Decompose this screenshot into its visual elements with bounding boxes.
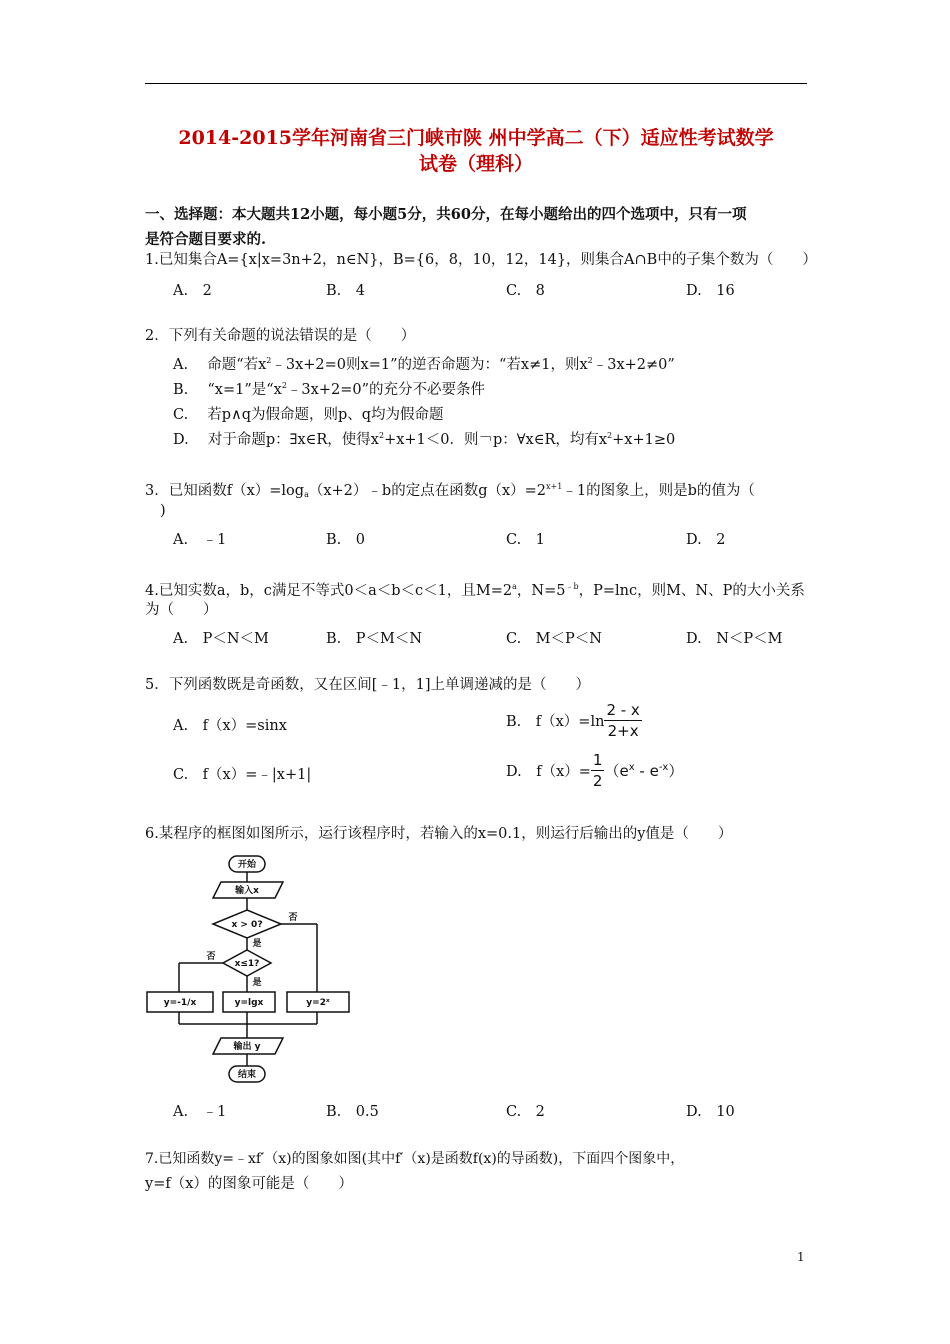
- question-3-stem: 3．已知函数$f(x)=\log_a(x+2)﹣b$的定点在函数$g(x)=2^{x+1}﹣1$的图象上，则是b的值为（: [145, 482, 755, 499]
- document-title: [140, 125, 812, 177]
- question-4-stem: 4.已知实数a，b，c满足不等式0＜a＜b＜c＜1，且$M=2^a$，$N=5^{﹣b}$，P=lnc，则M、N、P的大小关系: [145, 582, 805, 599]
- q6-option-a: A. ﹣1: [173, 1104, 227, 1120]
- q5-b-fraction: $\frac{2 - x}{2+x}$: [606, 701, 640, 740]
- flow-no1-label: 否: [288, 913, 298, 923]
- flow-end-label: 结束: [237, 1070, 257, 1080]
- q1-option-d: D. 16: [686, 283, 735, 299]
- q5-d-fraction: $\frac{1}{2}$: [592, 751, 603, 790]
- flow-cond2-label: x≤1?: [234, 959, 260, 969]
- q4-option-d: D. N＜P＜M: [686, 631, 783, 647]
- q3-option-b: B. 0: [326, 532, 365, 548]
- q2-option-c: C. 若p∧q为假命题，则p、q均为假命题: [173, 407, 444, 423]
- q3-option-a: A. ﹣1: [173, 532, 227, 548]
- question-7-stem: 7.已知函数y=﹣xf′（x)的图象如图(其中f′（x)是函数f(x)的导函数)，下面四个图象中，: [145, 1151, 685, 1167]
- question-3-stem-end: ): [160, 503, 166, 519]
- flow-output-label: 输出 y: [233, 1042, 261, 1052]
- flow-box-mid-label: y=lgx: [234, 998, 264, 1008]
- flow-box-left-label: y=-1/x: [163, 998, 197, 1008]
- q1-option-b: B. 4: [326, 283, 365, 299]
- q3-option-c: C. 1: [506, 532, 545, 548]
- q5-option-a: A. f（x）=sinx: [173, 718, 287, 734]
- question-1-stem: 1.已知集合A={x|x=3n+2，n∈N}，B={6，8，10，12，14}，则集合A∩B中的子集个数为（ ）: [145, 252, 817, 268]
- q2-option-d: D. 对于命题p：∃x∈R，使得$x^2+x+1<0$．则￢p：∀x∈R，均有$x^2+x+1\ge 0$: [173, 431, 676, 448]
- q3-option-d: D. 2: [686, 532, 726, 548]
- flow-yes2-label: 是: [252, 978, 262, 988]
- q2-option-a: A. 命题“若$x^2﹣3x+2=0$则x=1”的逆否命题为：“若x≠1，则$x^2﹣3x+2\ne 0$”: [173, 356, 675, 373]
- q6-option-b: B. 0.5: [326, 1104, 379, 1120]
- flow-yes1-label: 是: [252, 939, 262, 949]
- section-line-2: 是符合题目要求的.: [145, 231, 267, 248]
- q5-option-d: D. f（x）= $\frac{1}{2}$ $(e^x - e^{-x})$: [506, 751, 684, 790]
- page-number: 1: [797, 1250, 805, 1264]
- question-5-stem: 5．下列函数既是奇函数，又在区间[﹣1，1]上单调递减的是（ ）: [145, 677, 590, 693]
- q6-option-c: C. 2: [506, 1104, 545, 1120]
- q4-option-c: C. M＜P＜N: [506, 631, 602, 647]
- q1-option-a: A. 2: [173, 283, 212, 299]
- q5-option-c: C. f（x）=﹣|x+1|: [173, 767, 312, 783]
- program-flowchart: [143, 852, 363, 1092]
- section-heading: [145, 202, 815, 252]
- flow-input-label: 输入x: [235, 886, 259, 896]
- q5-option-b: B. f（x）=ln $\frac{2 - x}{2+x}$: [506, 701, 640, 740]
- question-6-stem: 6.某程序的框图如图所示，运行该程序时，若输入的x=0.1，则运行后输出的y值是（ ）: [145, 826, 733, 842]
- q1-option-c: C. 8: [506, 283, 545, 299]
- question-4-stem-end: 为（ ）: [145, 602, 218, 618]
- question-2-stem: 2．下列有关命题的说法错误的是（ ）: [145, 328, 416, 344]
- flow-no2-label: 否: [206, 952, 216, 962]
- header-rule: [145, 83, 807, 84]
- section-line-1: 一、选择题：本大题共12小题，每小题5分，共60分，在每小题给出的四个选项中，只有一项: [145, 206, 747, 223]
- q6-option-d: D. 10: [686, 1104, 735, 1120]
- flow-cond1-label: x > 0?: [231, 920, 263, 930]
- flow-start-label: 开始: [237, 860, 257, 870]
- q4-option-b: B. P＜M＜N: [326, 631, 423, 647]
- q4-option-a: A. P＜N＜M: [173, 631, 269, 647]
- title-line-2: 试卷（理科）: [418, 153, 533, 175]
- flow-box-right-label: y=2ˣ: [306, 998, 330, 1008]
- q2-option-b: B. “x=1”是“$x^2﹣3x+2=0$”的充分不必要条件: [173, 381, 486, 398]
- question-7-stem-end: y=f（x）的图象可能是（ ）: [145, 1176, 353, 1192]
- title-line-1: 2014-2015学年河南省三门峡市陕 州中学高二（下）适应性考试数学: [178, 127, 774, 149]
